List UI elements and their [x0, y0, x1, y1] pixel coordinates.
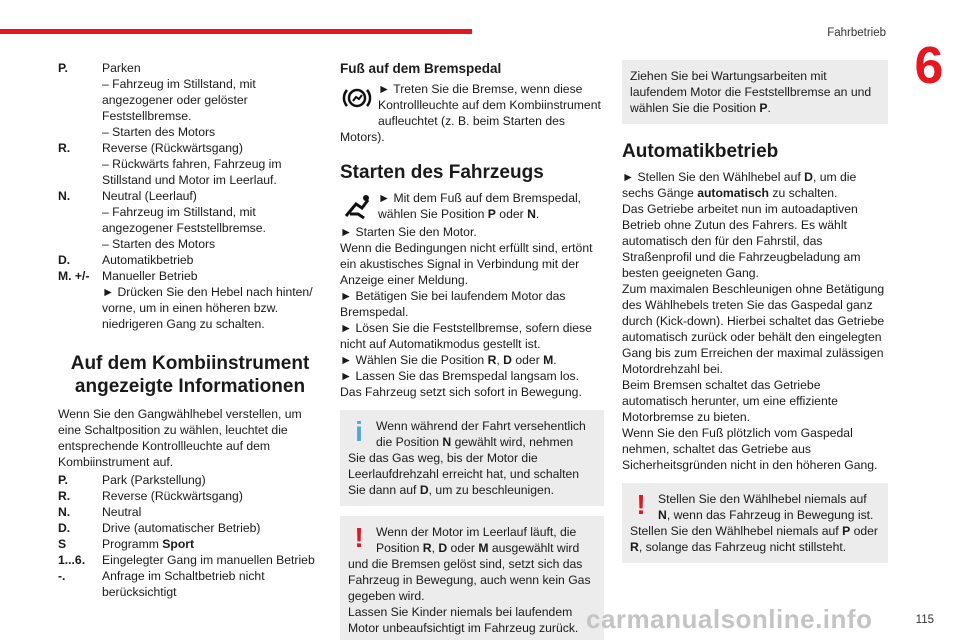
start-title: Starten des Fahrzeugs	[340, 162, 544, 183]
gear-row-p: P. Parken – Fahrzeug im Stillstand, mit angezogener oder gelöster Feststellbremse. – Starten des Motors	[58, 61, 256, 139]
column-left	[58, 60, 328, 600]
info-box: i Wenn während der Fahrt versehentlich die Position N gewählt wird, nehmen Sie das Gas weg, bis der Motor die Leerlaufdrehzahl erreicht hat, und schalten Sie dann auf D, um zu beschleunigen.	[340, 410, 604, 506]
warning-box-right: ! Stellen Sie den Wählhebel niemals auf N, wenn das Fahrzeug in Bewegung ist. Stellen Sie den Wählhebel niemals auf P oder R, solange das Fahrzeug nicht stillsteht.	[622, 483, 888, 563]
foot-brake-title: Fuß auf dem Bremspedal	[340, 61, 502, 76]
column-right	[622, 60, 888, 563]
gear-positions-list	[58, 60, 328, 332]
watermark: carmanualsonline.info	[586, 604, 873, 634]
indicator-row: S Programm Sport	[58, 537, 195, 551]
indicator-list	[58, 472, 328, 600]
foot-brake-text: ► Treten Sie die Bremse, wenn diese Kontrollleuchte auf dem Kombiinstrument aufleuchtet (z. B. beim Starten des Motors).	[340, 82, 601, 144]
auto-paragraphs: Das Getriebe arbeitet nun im autoadaptiven Betrieb ohne Zutun des Fahrers. Es wählt automatisch den für den Fahrstil, das Straßenprofil und die Fahrzeugbeladung am besten geeigneten Gang. Zum maximalen Beschleunigen ohne Betätigung des Wählhebels treten Sie das Gaspedal ganz durch (Kick-down). Hierbei schaltet das Getriebe automatisch zurück oder behält den eingelegten Gang bis zum Erreichen der maximal zulässigen Motordrehzahl bei. Beim Bremsen schaltet das Getriebe automatisch herunter, um eine effiziente Motorbremse zu bieten. Wenn Sie den Fuß plötzlich vom Gaspedal nehmen, schaltet das Getriebe aus Sicherheitsgründen nicht in den höheren Gang.	[622, 202, 885, 472]
instrument-intro: Wenn Sie den Gangwählhebel verstellen, um eine Schaltposition zu wählen, leuchtet die entsprechende Kontrollleuchte auf dem Kombiinstrument auf.	[58, 407, 302, 469]
chapter-number: 6	[914, 37, 944, 95]
auto-title: Automatikbetrieb	[622, 141, 779, 162]
brake-pedal-warning-icon	[340, 81, 374, 115]
section-header-title: Fahrbetrieb	[827, 27, 886, 39]
warning-icon: !	[636, 489, 646, 520]
indicator-row: D. Drive (automatischer Betrieb)	[58, 521, 261, 535]
indicator-row: 1...6. Eingelegter Gang im manuellen Betrieb	[58, 553, 315, 567]
indicator-row: R. Reverse (Rückwärtsgang)	[58, 489, 243, 503]
maintenance-box: Ziehen Sie bei Wartungsarbeiten mit laufendem Motor die Feststellbremse an und wählen Sie die Position P.	[622, 60, 888, 124]
indicator-row: N. Neutral	[58, 505, 142, 519]
column-middle	[340, 60, 604, 640]
warning-box: ! Wenn der Motor im Leerlauf läuft, die Position R, D oder M ausgewählt wird und die Bremsen gelöst sind, setzt sich das Fahrzeug in Bewegung, auch wenn kein Gas gegeben wird. Lassen Sie Kinder niemals bei laufendem Motor unbeaufsichtigt im Fahrzeug zurück.	[340, 516, 604, 640]
gear-row-d: D. Automatikbetrieb	[58, 253, 194, 267]
gear-row-r: R. Reverse (Rückwärtsgang) – Rückwärts fahren, Fahrzeug im Stillstand und Motor im Leerlauf.	[58, 141, 282, 187]
foot-on-pedal-icon	[340, 190, 374, 224]
section-title-instrument: Auf dem Kombiinstrument angezeigte Informationen	[70, 353, 310, 397]
auto-step: ► Stellen Sie den Wählhebel auf D, um die sechs Gänge automatisch zu schalten.	[622, 170, 857, 200]
gear-row-n: N. Neutral (Leerlauf) – Fahrzeug im Stillstand, mit angezogener Feststellbremse. – Starten des Motors	[58, 189, 266, 251]
info-icon: i	[355, 416, 363, 447]
start-step-1: ► Mit dem Fuß auf dem Bremspedal, wählen Sie Position P oder N.	[378, 191, 582, 221]
indicator-row: P. Park (Parkstellung)	[58, 473, 206, 487]
start-steps: ► Starten Sie den Motor. Wenn die Bedingungen nicht erfüllt sind, ertönt ein akustisches Signal in Verbindung mit der Anzeige einer Meldung. ► Betätigen Sie bei laufendem Motor das Bremspedal. ► Lösen Sie die Feststellbremse, sofern diese nicht auf Automatikmodus gestellt ist. ► Wählen Sie die Position R, D oder M. ► Lassen Sie das Bremspedal langsam los. Das Fahrzeug setzt sich sofort in Bewegung.	[340, 225, 593, 399]
header-red-bar	[0, 29, 472, 34]
indicator-row: -. Anfrage im Schaltbetrieb nicht berücksichtigt	[58, 569, 265, 599]
gear-row-m: M. +/- Manueller Betrieb ► Drücken Sie den Hebel nach hinten/ vorne, um in einen höheren bzw. niedrigeren Gang zu schalten.	[58, 269, 313, 331]
warning-icon: !	[354, 522, 364, 553]
page-number: 115	[915, 614, 934, 626]
